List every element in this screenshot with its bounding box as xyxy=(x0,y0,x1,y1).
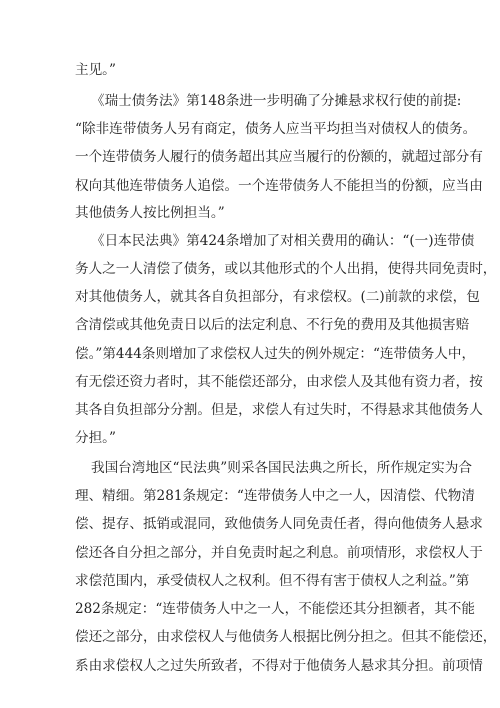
text-line: 含清偿或其他免责日以后的法定利息、不行免的费用及其他损害赔 xyxy=(75,317,470,333)
text-line: 权向其他连带债务人追偿。一个连带债务人不能担当的份额，应当由 xyxy=(75,178,483,194)
paragraph-first-line: 《日本民法典》第424条增加了对相关费用的确认：“(一)连带债 xyxy=(91,233,475,249)
text-line: 偿还之部分，由求偿权人与他债务人根据比例分担之。但其不能偿还， xyxy=(75,629,497,645)
text-line: 其各自负担部分分割。但是，求偿人有过失时，不得悬求其他债务人 xyxy=(75,402,483,418)
text-line: 有无偿还资力者时，其不能偿还部分，由求偿人及其他有资力者，按 xyxy=(75,374,483,390)
text-line: 偿还各自分担之部分，并自免责时起之利息。前项情形，求偿权人于 xyxy=(75,545,483,561)
text-line: 求偿范围内，承受债权人之权利。但不得有害于债权人之利益。”第 xyxy=(75,573,470,589)
paragraph-first-line: 《瑞士债务法》第148条进一步明确了分摊悬求权行使的前提: xyxy=(91,93,462,109)
text-line: 分担。” xyxy=(75,430,116,446)
text-line: 偿。”第444条则增加了求偿权人过失的例外规定：“连带债务人中， xyxy=(75,346,476,362)
text-line: 一个连带债务人履行的债务超出其应当履行的份额的，就超过部分有 xyxy=(75,149,483,165)
text-line: 其他债务人按比例担当。” xyxy=(75,205,225,221)
text-line: 对其他债务人，就其各自负担部分，有求偿权。(二)前款的求偿，包 xyxy=(75,289,480,305)
text-line: 务人之一人清偿了债务，或以其他形式的个人出捐，使得共同免责时， xyxy=(75,261,497,277)
text-line: 理、精细。第281条规定：“连带债务人中之一人，因清偿、代物清 xyxy=(75,488,475,504)
text-line: 系由求偿权人之过失所致者，不得对于他债务人悬求其分担。前项情 xyxy=(75,658,483,674)
text-line: 主见。” xyxy=(75,62,116,78)
text-line: 282条规定：“连带债务人中之一人，不能偿还其分担额者，其不能 xyxy=(75,601,475,617)
paragraph-first-line: 我国台湾地区“民法典”则采各国民法典之所长，所作规定实为合 xyxy=(91,460,472,476)
text-line: “除非连带债务人另有商定，债务人应当平均担当对债权人的债务。 xyxy=(75,121,477,137)
text-line: 偿、提存、抵销或混同，致他债务人同免责任者，得向他债务人悬求 xyxy=(75,516,483,532)
